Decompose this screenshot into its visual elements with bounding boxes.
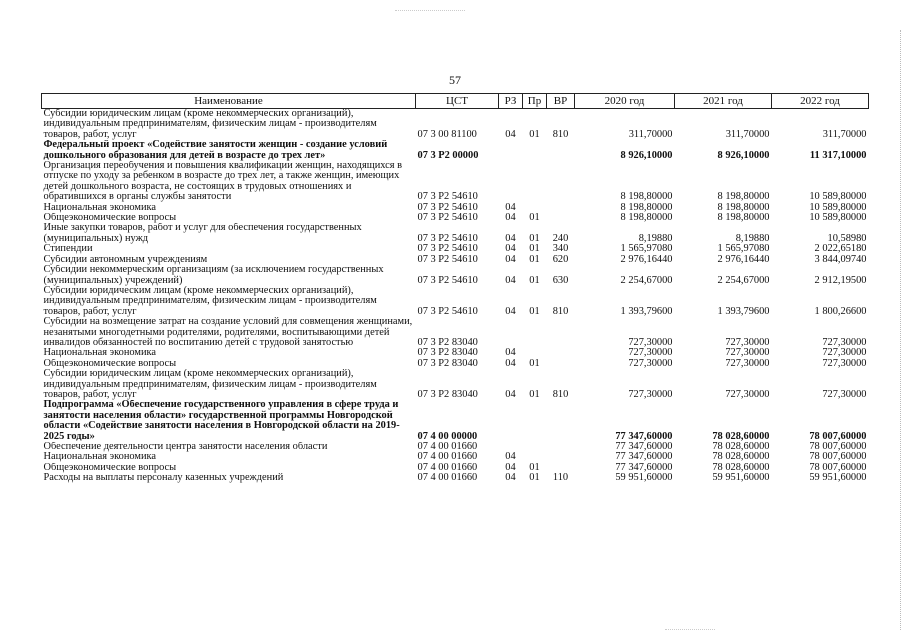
cell-vr (547, 452, 575, 462)
cell-2021: 8 198,80000 (717, 191, 770, 203)
cell-2020: 59 951,60000 (615, 473, 673, 484)
cell-2020: 1 393,79600 (620, 305, 673, 317)
cell-rz: 04 (505, 213, 516, 224)
cell-2021: 78 028,60000 (712, 430, 770, 442)
table-row (42, 463, 869, 473)
cell-2020: 77 347,60000 (615, 452, 673, 463)
header-pr: Пр (523, 94, 547, 109)
cell-2022: 1 800,26600 (814, 305, 867, 317)
cell-2022: 727,30000 (822, 358, 867, 369)
table-row (42, 442, 869, 452)
cell-rz (499, 400, 523, 442)
table-row (42, 265, 869, 286)
cell-pr (523, 317, 547, 348)
page-number: 57 (449, 73, 461, 87)
cell-pr (523, 140, 547, 161)
cell-cst: 07 3 P2 83040 (417, 348, 478, 359)
table-row (42, 359, 869, 369)
cell-pr: 01 (529, 358, 540, 369)
cell-name: Субсидии на возмещение затрат на создание условий для совмещения женщинами, незанятыми многодетными родителями, родителями, воспитывающими детей инвалидов обязанностей по воспитанию детей с трудовой занятостью (43, 317, 413, 348)
cell-pr (523, 203, 547, 213)
cell-cst: 07 3 00 81100 (417, 128, 477, 140)
cell-rz (499, 140, 523, 161)
cell-2020: 8 198,80000 (620, 213, 673, 224)
cell-vr (547, 140, 575, 161)
cell-2021: 1 565,97080 (717, 244, 770, 255)
cell-2020: 311,70000 (628, 128, 673, 140)
cell-cst: 07 4 00 01660 (417, 442, 478, 452)
cell-pr: 01 (529, 213, 540, 224)
cell-2022: 78 007,60000 (809, 462, 867, 473)
cell-pr: 01 (529, 254, 540, 265)
table-row (42, 348, 869, 358)
cell-name: Общеэкономические вопросы (43, 213, 177, 224)
cell-name: Подпрограмма «Обеспечение государственного управления в сфере труда и занятости населения области» государственной программы Новгородской области «Содействие занятости населения в Новгородской области на 2019-2025 годы» (43, 400, 400, 442)
cell-2020: 8 926,10000 (620, 149, 673, 161)
cell-2020: 727,30000 (628, 358, 673, 369)
cell-name: Обеспечение деятельности центра занятости населения области (43, 442, 328, 452)
scan-artifact (395, 10, 465, 13)
table-row (42, 317, 869, 348)
header-2022: 2022 год (772, 94, 869, 109)
cell-rz (499, 317, 523, 348)
cell-cst: 07 3 P2 54610 (417, 191, 478, 203)
cell-2020: 77 347,60000 (615, 442, 673, 452)
cell-pr: 01 (529, 462, 540, 473)
cell-pr (523, 442, 547, 452)
cell-rz: 04 (505, 348, 516, 359)
table-row (42, 452, 869, 462)
cell-2021: 78 028,60000 (712, 462, 770, 473)
cell-2021: 727,30000 (725, 336, 770, 348)
cell-pr (523, 452, 547, 462)
cell-name: Национальная экономика (43, 452, 157, 463)
cell-vr (547, 203, 575, 213)
table-body (42, 109, 869, 484)
cell-cst: 07 3 P2 54610 (417, 202, 478, 213)
cell-vr: 340 (552, 244, 569, 255)
cell-2021: 2 254,67000 (717, 274, 770, 286)
cell-2020: 727,30000 (628, 336, 673, 348)
cell-cst: 07 3 P2 83040 (417, 388, 478, 400)
cell-2022: 11 317,10000 (809, 149, 867, 161)
cell-cst: 07 3 P2 54610 (417, 244, 478, 255)
cell-name: Субсидии автономным учреждениям (43, 254, 208, 265)
cell-name: Расходы на выплаты персоналу казенных учреждений (43, 473, 284, 484)
header-vr: ВР (547, 94, 575, 109)
cell-pr: 01 (529, 128, 540, 140)
table-row (42, 161, 869, 203)
table-row (42, 255, 869, 265)
cell-vr (547, 442, 575, 452)
cell-name: Общеэкономические вопросы (43, 462, 177, 473)
cell-rz: 04 (505, 232, 516, 244)
cell-rz: 04 (505, 254, 516, 265)
cell-2021: 8 198,80000 (717, 213, 770, 224)
cell-pr: 01 (529, 473, 540, 484)
cell-cst: 07 3 P2 83040 (417, 336, 478, 348)
cell-name: Субсидии юридическим лицам (кроме некоммерческих организаций), индивидуальным предпринимателям, физическим лицам - производителям товаров, работ, услуг (43, 108, 377, 140)
cell-2021: 8,19880 (735, 232, 770, 244)
cell-vr (547, 348, 575, 358)
cell-2021: 78 028,60000 (712, 442, 770, 452)
table-row (42, 369, 869, 400)
cell-rz: 04 (505, 305, 516, 317)
cell-rz: 04 (505, 452, 516, 463)
cell-2021: 727,30000 (725, 348, 770, 359)
cell-2020: 77 347,60000 (615, 430, 673, 442)
cell-name: Иные закупки товаров, работ и услуг для обеспечения государственных (муниципальных) нужд (43, 223, 362, 244)
cell-cst: 07 4 00 01660 (417, 462, 478, 473)
cell-rz: 04 (505, 473, 516, 484)
cell-2020: 1 565,97080 (620, 244, 673, 255)
cell-2022: 78 007,60000 (809, 442, 867, 452)
cell-cst: 07 3 P2 54610 (417, 274, 478, 286)
cell-2021: 311,70000 (725, 128, 770, 140)
cell-2022: 727,30000 (822, 388, 867, 400)
cell-name: Субсидии юридическим лицам (кроме некоммерческих организаций), индивидуальным предпринимателям, физическим лицам - производителям товаров, работ, услуг (43, 369, 377, 400)
table-header-row (42, 94, 869, 109)
cell-cst: 07 3 P2 83040 (417, 358, 478, 369)
cell-2020: 2 254,67000 (620, 274, 673, 286)
cell-rz: 04 (505, 358, 516, 369)
cell-name: Общеэкономические вопросы (43, 358, 177, 369)
cell-rz: 04 (505, 388, 516, 400)
cell-2022: 727,30000 (822, 336, 867, 348)
cell-2021: 2 976,16440 (717, 254, 770, 265)
cell-2020: 8 198,80000 (620, 191, 673, 203)
cell-2020: 8,19880 (638, 232, 673, 244)
cell-2022: 78 007,60000 (809, 430, 867, 442)
cell-2021: 78 028,60000 (712, 452, 770, 463)
cell-vr: 630 (552, 274, 569, 286)
cell-2021: 727,30000 (725, 358, 770, 369)
cell-name: Субсидии юридическим лицам (кроме некоммерческих организаций), индивидуальным предпринимателям, физическим лицам - производителям товаров, работ, услуг (43, 285, 377, 317)
header-rz: РЗ (499, 94, 523, 109)
header-cst: ЦСТ (416, 94, 499, 109)
cell-2021: 727,30000 (725, 388, 770, 400)
cell-pr: 01 (529, 232, 540, 244)
cell-2020: 727,30000 (628, 388, 673, 400)
header-2020: 2020 год (575, 94, 675, 109)
cell-vr (547, 161, 575, 203)
table-row (42, 140, 869, 161)
cell-pr (523, 161, 547, 203)
cell-rz (499, 161, 523, 203)
table-row (42, 473, 869, 483)
cell-rz: 04 (505, 244, 516, 255)
table-row (42, 203, 869, 213)
cell-rz: 04 (505, 128, 516, 140)
cell-name: Национальная экономика (43, 348, 157, 359)
cell-2022: 10 589,80000 (809, 191, 867, 203)
cell-vr: 810 (552, 305, 569, 317)
cell-vr: 810 (552, 128, 569, 140)
cell-vr (547, 400, 575, 442)
cell-vr (547, 359, 575, 369)
header-2021: 2021 год (675, 94, 772, 109)
cell-pr: 01 (529, 244, 540, 255)
cell-name: Субсидии некоммерческим организациям (за исключением государственных (муниципальных) учреждений) (43, 265, 384, 286)
header-name: Наименование (42, 94, 416, 109)
cell-2021: 1 393,79600 (717, 305, 770, 317)
cell-pr: 01 (529, 274, 540, 286)
cell-pr: 01 (529, 388, 540, 400)
cell-cst: 07 3 P2 00000 (417, 149, 479, 161)
cell-cst: 07 3 P2 54610 (417, 213, 478, 224)
cell-rz (499, 442, 523, 452)
table-row (42, 286, 869, 317)
scan-artifact-bottom (665, 629, 715, 632)
cell-name: Федеральный проект «Содействие занятости женщин - создание условий дошкольного образования для детей в возрасте до трех лет» (43, 140, 388, 161)
table-row (42, 213, 869, 223)
table-row (42, 400, 869, 442)
cell-name: Стипендии (43, 244, 93, 255)
cell-vr (547, 213, 575, 223)
cell-vr: 810 (552, 388, 569, 400)
cell-pr: 01 (529, 305, 540, 317)
cell-vr (547, 463, 575, 473)
cell-cst: 07 3 P2 54610 (417, 305, 478, 317)
cell-name: Национальная экономика (43, 202, 157, 213)
cell-2020: 77 347,60000 (615, 462, 673, 473)
cell-2022: 59 951,60000 (809, 473, 867, 484)
cell-cst: 07 4 00 01660 (417, 473, 478, 484)
cell-pr (523, 348, 547, 358)
cell-pr (523, 400, 547, 442)
cell-2022: 10 589,80000 (809, 202, 867, 213)
table-row (42, 223, 869, 244)
cell-cst: 07 3 P2 54610 (417, 232, 478, 244)
cell-2022: 10,58980 (827, 232, 867, 244)
cell-vr: 110 (552, 473, 569, 484)
cell-vr: 620 (552, 254, 569, 265)
cell-2022: 3 844,09740 (814, 254, 867, 265)
page-edge (898, 30, 901, 630)
cell-cst: 07 4 00 00000 (417, 430, 478, 442)
cell-2021: 59 951,60000 (712, 473, 770, 484)
budget-table (41, 93, 869, 484)
cell-2020: 727,30000 (628, 348, 673, 359)
cell-cst: 07 3 P2 54610 (417, 254, 478, 265)
cell-2021: 8 926,10000 (717, 149, 770, 161)
cell-rz: 04 (505, 202, 516, 213)
cell-vr: 240 (552, 232, 569, 244)
cell-2022: 78 007,60000 (809, 452, 867, 463)
table-row (42, 244, 869, 254)
cell-2022: 2 022,65180 (814, 244, 867, 255)
cell-2022: 10 589,80000 (809, 213, 867, 224)
cell-rz: 04 (505, 274, 516, 286)
cell-vr (547, 317, 575, 348)
cell-2020: 2 976,16440 (620, 254, 673, 265)
cell-rz: 04 (505, 462, 516, 473)
cell-name: Организация переобучения и повышения квалификации женщин, находящихся в отпуске по уходу за ребенком в возрасте до трех лет, а также женщин, имеющих детей дошкольного возраста, не состоящих в трудовых отношениях и обратившихся в органы службы занятости (43, 161, 403, 203)
cell-2022: 727,30000 (822, 348, 867, 359)
cell-2022: 2 912,19500 (814, 274, 867, 286)
table-row (42, 109, 869, 141)
cell-2022: 311,70000 (822, 128, 867, 140)
cell-cst: 07 4 00 01660 (417, 452, 478, 463)
cell-2020: 8 198,80000 (620, 202, 673, 213)
cell-2021: 8 198,80000 (717, 202, 770, 213)
